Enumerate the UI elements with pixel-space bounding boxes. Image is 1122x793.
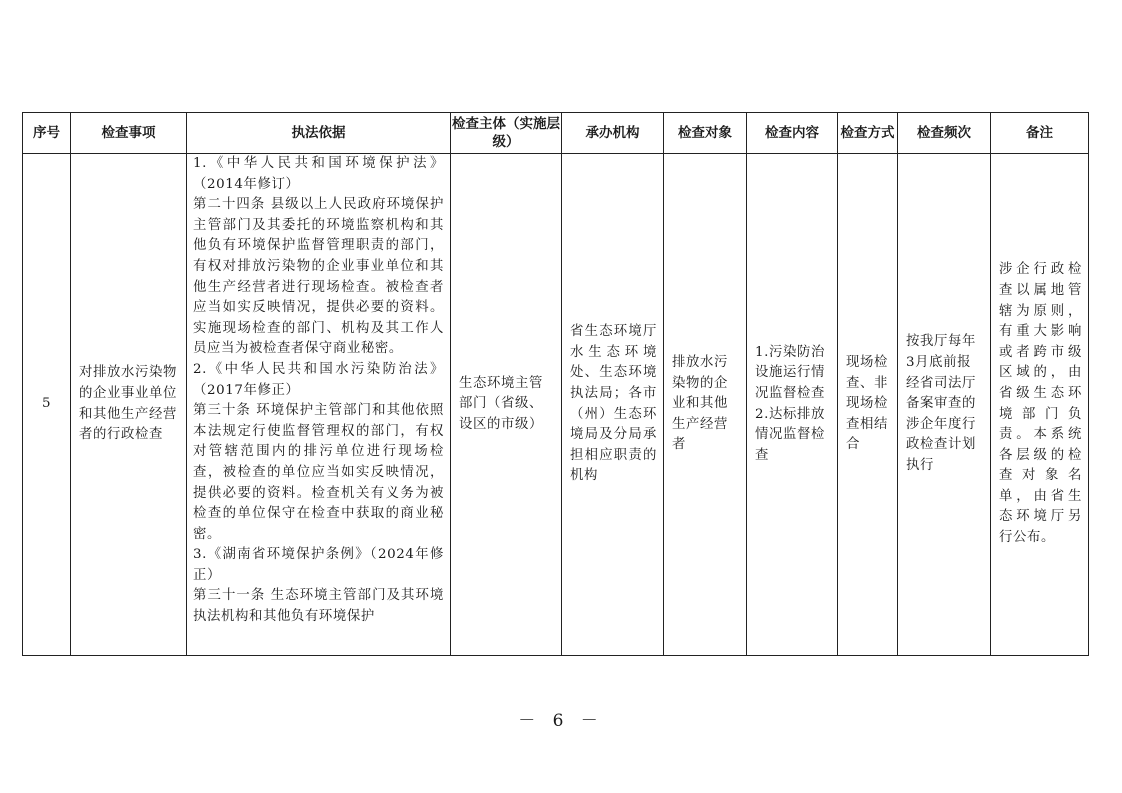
header-seq: 序号 xyxy=(23,113,71,154)
page-number: － 6 － xyxy=(518,711,604,731)
header-basis: 执法依据 xyxy=(187,113,451,154)
inspection-table xyxy=(22,112,1089,656)
cell-frequency: 按我厅每年3月底前报经省司法厅备案审查的涉企年度行政检查计划执行 xyxy=(898,154,991,656)
header-method: 检查方式 xyxy=(838,113,898,154)
cell-org: 省生态环境厅水生态环境处、生态环境执法局；各市（州）生态环境局及分局承担相应职责的机构 xyxy=(562,154,664,656)
basis-article-3: 第三十一条 生态环境主管部门及其环境执法机构和其他负有环境保护 xyxy=(193,588,444,625)
content-item-2: 2.达标排放情况监督检查 xyxy=(755,406,825,463)
basis-article-1: 第二十四条 县级以上人民政府环境保护主管部门及其委托的环境监察机构和其他负有环境保护监督管理职责的部门，有权对排放污染物的企业事业单位和其他生产经营者进行现场检查。被检查者应当如实反映情况，提供必要的资料。实施现场检查的部门、机构及其工作人员应当为被检查者保守商业秘密。 xyxy=(193,197,444,357)
header-content: 检查内容 xyxy=(747,113,838,154)
header-frequency: 检查频次 xyxy=(898,113,991,154)
cell-target: 排放水污染物的企业和其他生产经营者 xyxy=(664,154,747,656)
cell-subject: 生态环境主管部门（省级、设区的市级） xyxy=(451,154,562,656)
header-org: 承办机构 xyxy=(562,113,664,154)
basis-article-2: 第三十条 环境保护主管部门和其他依照本法规定行使监督管理权的部门，有权对管辖范围内的排污单位进行现场检查，被检查的单位应当如实反映情况，提供必要的资料。检查机关有义务为被检查的单位保守在检查中获取的商业秘密。 xyxy=(193,403,444,542)
header-item: 检查事项 xyxy=(71,113,187,154)
cell-item: 对排放水污染物的企业事业单位和其他生产经营者的行政检查 xyxy=(71,154,187,656)
content-item-1: 1.污染防治设施运行情况监督检查 xyxy=(755,344,825,401)
cell-content xyxy=(747,154,838,656)
header-note: 备注 xyxy=(991,113,1089,154)
cell-basis xyxy=(187,154,451,656)
cell-note: 涉企行政检查以属地管辖为原则，有重大影响或者跨市级区域的，由省级生态环境部门负责。本系统各层级的检查对象名单，由省生态环境厅另行公布。 xyxy=(991,154,1089,656)
header-subject: 检查主体（实施层级） xyxy=(451,113,562,154)
cell-method: 现场检查、非现场检查相结合 xyxy=(838,154,898,656)
basis-law-3: 3.《湖南省环境保护条例》（2024年修正） xyxy=(193,547,444,583)
table-row xyxy=(23,154,1089,656)
cell-seq: 5 xyxy=(23,154,71,656)
basis-law-2: 2.《中华人民共和国水污染防治法》（2017年修正） xyxy=(193,361,444,398)
table-header-row xyxy=(23,113,1089,154)
header-target: 检查对象 xyxy=(664,113,747,154)
basis-law-1: 1.《中华人民共和国环境保护法》（2014年修订） xyxy=(193,156,444,192)
